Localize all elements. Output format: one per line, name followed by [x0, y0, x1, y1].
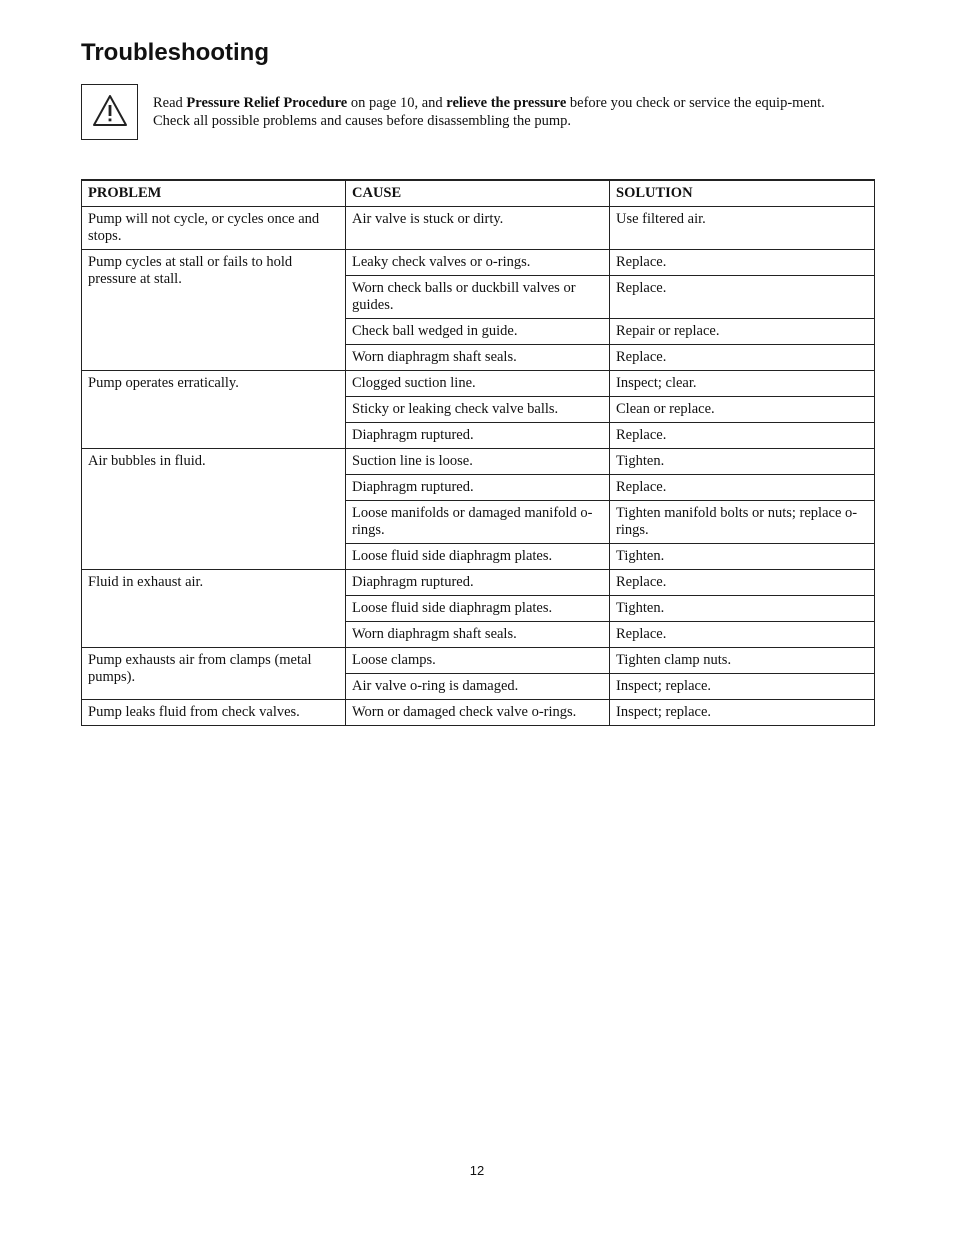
table-header-row: [82, 180, 875, 207]
solution-cell: Repair or replace.: [610, 319, 875, 345]
solution-cell: Tighten manifold bolts or nuts; replace o-rings.: [610, 501, 875, 544]
cause-cell: Worn check balls or duckbill valves or guides.: [346, 276, 610, 319]
solution-cell: Tighten clamp nuts.: [610, 648, 875, 674]
header-cause: CAUSE: [346, 180, 610, 207]
page-title: Troubleshooting: [81, 39, 269, 66]
solution-cell: Replace.: [610, 423, 875, 449]
warning-box: [81, 84, 138, 140]
problem-cell: Pump leaks fluid from check valves.: [82, 700, 346, 726]
cause-cell: Leaky check valves or o-rings.: [346, 250, 610, 276]
table-body: [82, 207, 875, 726]
relieve-pressure-emphasis: relieve the pressure: [446, 95, 567, 111]
header-problem: PROBLEM: [82, 180, 346, 207]
table-row: [82, 207, 875, 250]
table-row: [82, 250, 875, 276]
solution-cell: Use filtered air.: [610, 207, 875, 250]
table-row: [82, 570, 875, 596]
warning-mid: on page 10, and: [347, 95, 447, 111]
table-row: [82, 648, 875, 674]
cause-cell: Suction line is loose.: [346, 449, 610, 475]
cause-cell: Air valve o-ring is damaged.: [346, 674, 610, 700]
pressure-relief-procedure-ref: Pressure Relief Procedure: [186, 95, 348, 111]
table-row: [82, 700, 875, 726]
cause-cell: Loose manifolds or damaged manifold o-rings.: [346, 501, 610, 544]
solution-cell: Tighten.: [610, 596, 875, 622]
warning-triangle-icon: [91, 92, 129, 130]
solution-cell: Inspect; clear.: [610, 371, 875, 397]
problem-cell: Pump operates erratically.: [82, 371, 346, 449]
problem-cell: Air bubbles in fluid.: [82, 449, 346, 570]
warning-post: before you check or service the equip-ment. Check all possible problems and causes before disassembling the pump.: [153, 95, 825, 129]
solution-cell: Replace.: [610, 276, 875, 319]
cause-cell: Diaphragm ruptured.: [346, 423, 610, 449]
cause-cell: Check ball wedged in guide.: [346, 319, 610, 345]
page-number: 12: [469, 1163, 485, 1178]
solution-cell: Tighten.: [610, 449, 875, 475]
troubleshooting-table: [81, 179, 875, 726]
cause-cell: Worn diaphragm shaft seals.: [346, 345, 610, 371]
solution-cell: Replace.: [610, 250, 875, 276]
problem-cell: Pump will not cycle, or cycles once and stops.: [82, 207, 346, 250]
cause-cell: Loose fluid side diaphragm plates.: [346, 544, 610, 570]
problem-cell: Fluid in exhaust air.: [82, 570, 346, 648]
problem-cell: Pump exhausts air from clamps (metal pumps).: [82, 648, 346, 700]
warning-pre: Read: [153, 95, 187, 111]
cause-cell: Loose clamps.: [346, 648, 610, 674]
solution-cell: Clean or replace.: [610, 397, 875, 423]
solution-cell: Replace.: [610, 345, 875, 371]
cause-cell: Loose fluid side diaphragm plates.: [346, 596, 610, 622]
table-row: [82, 371, 875, 397]
cause-cell: Worn diaphragm shaft seals.: [346, 622, 610, 648]
solution-cell: Inspect; replace.: [610, 700, 875, 726]
cause-cell: Worn or damaged check valve o-rings.: [346, 700, 610, 726]
cause-cell: Diaphragm ruptured.: [346, 570, 610, 596]
cause-cell: Air valve is stuck or dirty.: [346, 207, 610, 250]
solution-cell: Tighten.: [610, 544, 875, 570]
solution-cell: Replace.: [610, 570, 875, 596]
solution-cell: Inspect; replace.: [610, 674, 875, 700]
solution-cell: Replace.: [610, 475, 875, 501]
cause-cell: Clogged suction line.: [346, 371, 610, 397]
cause-cell: Sticky or leaking check valve balls.: [346, 397, 610, 423]
problem-cell: Pump cycles at stall or fails to hold pressure at stall.: [82, 250, 346, 371]
cause-cell: Diaphragm ruptured.: [346, 475, 610, 501]
solution-cell: Replace.: [610, 622, 875, 648]
pressure-warning-text: [153, 94, 858, 130]
header-solution: SOLUTION: [610, 180, 875, 207]
table-row: [82, 449, 875, 475]
